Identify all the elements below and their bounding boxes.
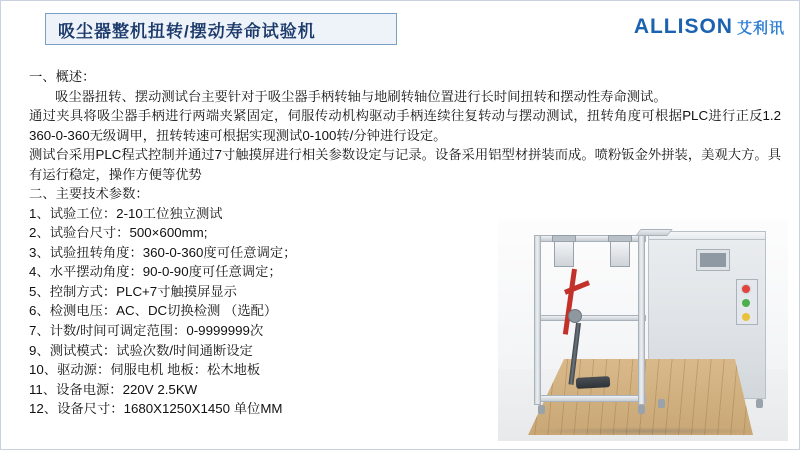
list-item: 11、设备电源：220V 2.5KW [29, 381, 198, 397]
slide-header [1, 1, 800, 57]
list-item: 3、试验扭转角度：360-0-360度可任意调定； [29, 244, 297, 260]
list-item: 12、设备尺寸：1680X1250X1450 单位MM [29, 401, 283, 417]
servo-motor-2 [610, 241, 630, 267]
photo-shadow [526, 427, 762, 435]
overview-paragraph-3-text: 测试台采用PLC程式控制并通过7寸触摸屏进行相关参数设定与记录。设备采用铝型材拼装而成。喷粉钣金外拼装，美观大方。具有运行稳定，操作方便等优势 [29, 147, 781, 182]
float-number: 1.2 [762, 108, 781, 123]
caster-wheel [756, 399, 763, 408]
overview-heading: 一、概述： [29, 69, 96, 84]
pivot-joint [568, 309, 582, 323]
status-led-green [742, 299, 750, 307]
brand-logo [634, 15, 785, 39]
status-led-yellow [742, 313, 750, 321]
frame-left-post [534, 235, 541, 405]
servo-motor-1 [554, 241, 574, 267]
list-item: 6、检测电压：AC、DC切换检测 （选配） [29, 303, 278, 319]
red-torsion-link [564, 280, 590, 294]
overview-paragraph-3 [29, 145, 781, 184]
list-item: 2、试验台尺寸：500×600mm; [29, 225, 208, 241]
overview-paragraph-1-text: 吸尘器扭转、摆动测试台主要针对于吸尘器手柄转轴与地刷转轴位置进行长时间扭转和摆动性寿命测试。 [55, 88, 667, 104]
list-item: 4、水平摆动角度：90-0-90度可任意调定； [29, 264, 282, 280]
overview-paragraph-2-text: 通过夹具将吸尘器手柄进行两端夹紧固定，伺服传动机构驱动手柄连续往复转动与摆动测试，扭转角度可根据PLC进行正反360-0-360无级调甲，扭转转速可根据实现测试0-100转/分钟进行设定。 [29, 108, 763, 143]
touchscreen-display [700, 253, 726, 267]
list-item: 9、测试模式：试验次数/时间通断设定 [29, 342, 253, 358]
frame-right-post [638, 235, 645, 405]
overview-paragraph-2 [29, 106, 781, 145]
list-item: 1、试验工位：2-10工位独立测试 [29, 205, 223, 221]
vacuum-brush-head [576, 376, 611, 389]
frame-middle-rail [534, 315, 646, 321]
overview-paragraph-1 [29, 87, 781, 107]
caster-wheel [638, 405, 645, 414]
status-led-red [742, 285, 750, 293]
list-item: 5、控制方式：PLC+7寸触摸屏显示 [29, 283, 237, 299]
list-item: 10、驱动源：伺服电机 地板：松木地板 [29, 362, 261, 378]
page-title: 吸尘器整机扭转/摆动寿命试验机 [58, 21, 316, 41]
machine-photo [498, 219, 788, 441]
frame-bottom-rail [534, 395, 646, 402]
page-title-box [45, 13, 397, 45]
caster-wheel [538, 405, 545, 414]
brand-logo-cn: 艾利讯 [736, 20, 785, 37]
list-item: 7、计数/时间可调定范围：0-9999999次 [29, 323, 264, 339]
spec-list [29, 204, 499, 420]
brand-logo-en: ALLISON [633, 15, 733, 38]
caster-wheel [658, 399, 665, 408]
specs-heading: 二、主要技术参数： [29, 186, 149, 201]
